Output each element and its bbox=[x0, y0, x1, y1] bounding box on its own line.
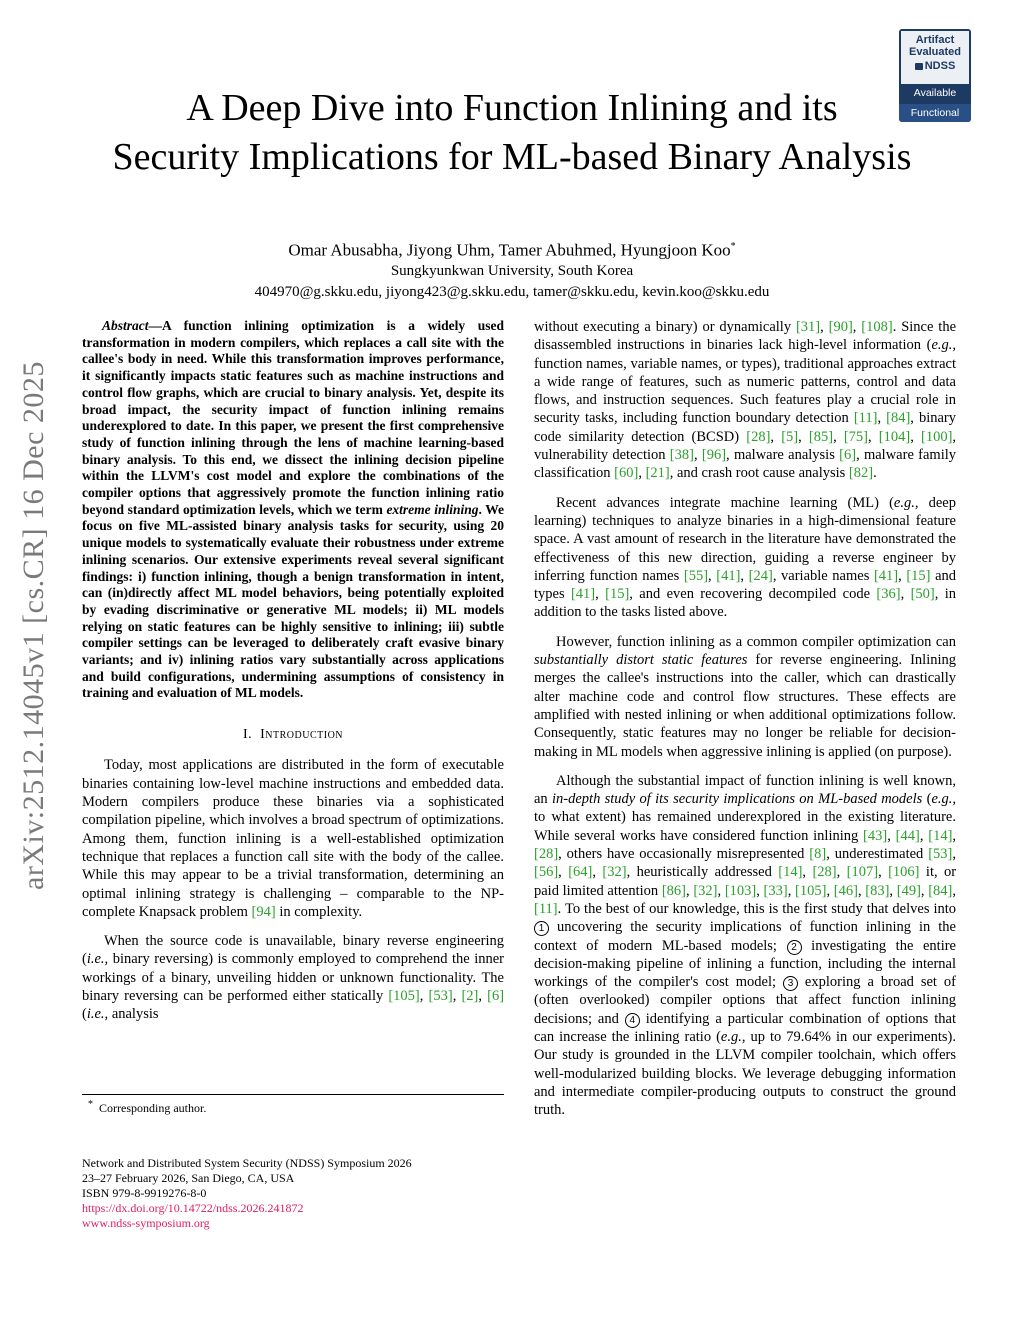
text: , in addition to the tasks listed above. bbox=[534, 586, 956, 621]
citation-link[interactable]: [90] bbox=[828, 319, 853, 335]
ndss-logo bbox=[901, 60, 969, 72]
citation-link[interactable]: [106] bbox=[888, 864, 920, 881]
citation-link[interactable]: [107] bbox=[846, 864, 879, 881]
text: , underestimated bbox=[826, 846, 929, 863]
right-paragraph-3 bbox=[534, 633, 956, 761]
citation-link[interactable]: [94] bbox=[251, 903, 276, 920]
venue-line-1: Network and Distributed System Security (NDSS) Symposium 2026 bbox=[82, 1156, 412, 1170]
citation-link[interactable]: [83] bbox=[865, 882, 890, 899]
text: , heuristically addressed bbox=[626, 864, 779, 881]
citation-link[interactable]: [96] bbox=[701, 447, 727, 464]
citation-link[interactable]: [60] bbox=[614, 465, 639, 482]
citation-link[interactable]: [82] bbox=[848, 465, 874, 482]
text: Although the substantial impact of function inlining is well known, an bbox=[534, 772, 956, 808]
text: Today, most applications are distributed in the form of executable binaries containing low-level machine instructions and embedded data. Modern compilers produce these binaries via a sophisticated compilation pipeline, which involves a broad spectrum of optimizations. Among them, function inlining is a well-established optimization technique that replaces a function call site with the body of the callee. While this may appear to be a trivial transformation, determining an optimal inlining strategy is challenging – comparable to the NP-complete Knapsack problem bbox=[82, 757, 504, 920]
citation-link[interactable]: [105] bbox=[388, 988, 420, 1005]
section-number: I. bbox=[242, 727, 253, 743]
citation-link[interactable]: [15] bbox=[906, 567, 931, 584]
website-link[interactable]: www.ndss-symposium.org bbox=[82, 1216, 210, 1230]
author-mark: * bbox=[730, 241, 736, 252]
circled-number: 1 bbox=[534, 921, 549, 936]
text: without executing a binary) or dynamically bbox=[534, 319, 796, 335]
citation-link[interactable]: [15] bbox=[605, 586, 630, 603]
text: , others have occasionally misrepresented bbox=[558, 846, 810, 863]
citation-link[interactable]: [5] bbox=[781, 428, 799, 445]
citation-link[interactable]: [28] bbox=[746, 428, 771, 445]
footnote-rule bbox=[82, 1094, 504, 1095]
text: up to 79.64% in our experiments). Our study is grounded in the LLVM compiler toolchain, which offers well-modularized building blocks. We leverage debugging information and intermediate compiler-producing outputs to construct the ground truth. bbox=[534, 1028, 956, 1119]
footnote-text: Corresponding author. bbox=[99, 1101, 207, 1115]
citation-link[interactable]: [32] bbox=[602, 864, 627, 881]
emphasis: e.g., bbox=[720, 1028, 746, 1045]
section-heading bbox=[82, 726, 504, 744]
text: identifying a particular combination of options that can increase the inlining ratio ( bbox=[534, 1010, 956, 1045]
citation-link[interactable]: [28] bbox=[534, 846, 559, 863]
citation-link[interactable]: [14] bbox=[928, 827, 953, 844]
citation-link[interactable]: [85] bbox=[808, 428, 834, 445]
citation-link[interactable]: [6] bbox=[839, 447, 857, 464]
citation-link[interactable]: [41] bbox=[716, 567, 741, 584]
circled-number: 2 bbox=[787, 940, 802, 955]
title-line-2: Security Implications for ML-based Binary Analysis bbox=[112, 136, 912, 178]
text: , and crash root cause analysis bbox=[669, 465, 849, 482]
left-column bbox=[82, 318, 504, 1035]
citation-link[interactable]: [43] bbox=[863, 827, 888, 844]
venue-line-2: 23–27 February 2026, San Diego, CA, USA bbox=[82, 1171, 295, 1185]
text: investigating the entire decision-making pipeline of inlining a function, including the internal workings of the compiler's cost model; bbox=[534, 937, 956, 991]
citation-link[interactable]: [6] bbox=[487, 988, 505, 1005]
abstract-text-1: A function inlining optimization is a widely used transformation in modern compilers, which replaces a call site with the callee's body in need. While this transformation improves performance, it significantly impacts static features such as machine instructions and control flow graphs, which are crucial to binary analysis. Yet, despite its broad impact, the security impact of function inlining remains underexplored to date. In this paper, we present the first comprehensive study of function inlining through the lens of machine learning-based binary analysis. To this end, we dissect the inlining decision pipeline within the LLVM's cost model and explore the combinations of the compiler options that aggressively promote the function inlining ratio beyond standard optimization levels, which we term bbox=[82, 318, 504, 517]
citation-link[interactable]: [103] bbox=[724, 882, 757, 899]
right-paragraph-4: Although the substantial impact of function inlining is well known, an in-depth study of its security implications on ML-based models (e.g., to what extent) has remained underexplored in the existing literature. While several works have considered function inlining [43], [44], [14], [28], others have occasionally misrepresented [8], underestimated [53], [56], [64], [32], heuristically addressed [14], [28], [107], [106] it, or paid limited attention [86], [32], [103], [33], [105], [46], [83], [49], [84], [11]. To the best of our knowledge, this is the first study that delves into 1 uncovering the security implications of function inlining in the context of modern ML-based models; 2 investigating the entire decision-making pipeline of inlining a function, including the internal workings of the compiler's cost model; 3 exploring a broad set of (often overlooked) compiler options that affect function inlining decisions; and 4 identifying a particular combination of options that can increase the inlining ratio (e.g., up to 79.64% in our experiments). Our study is grounded in the LLVM compiler toolchain, which offers well-modularized building blocks. We leverage debugging information and intermediate compiler-producing outputs to construct the ground truth. bbox=[534, 772, 957, 1119]
author-block bbox=[0, 236, 1024, 303]
badge-header bbox=[901, 31, 969, 84]
citation-link[interactable]: [8] bbox=[809, 846, 827, 863]
citation-link[interactable]: [75] bbox=[843, 428, 869, 445]
citation-link[interactable]: [84] bbox=[886, 410, 911, 427]
paper-title bbox=[0, 84, 1024, 182]
circled-number: 4 bbox=[625, 1013, 640, 1028]
footnote-mark: * bbox=[88, 1099, 93, 1110]
citation-link[interactable]: [55] bbox=[683, 567, 709, 584]
author-names bbox=[0, 236, 1024, 261]
citation-link[interactable]: [53] bbox=[428, 988, 453, 1005]
intro-paragraph-2: When the source code is unavailable, binary reverse engineering (i.e., binary reversing) is commonly employed to comprehend the inner workings of a binary, unveiling hidden or unknown functionality. The binary reversing can be performed either statically [105], [53], [2], [6] (i.e., analysis bbox=[82, 933, 505, 1023]
text: , binary code similarity detection (BCSD) bbox=[534, 410, 956, 445]
citation-link[interactable]: [53] bbox=[928, 846, 953, 863]
text: , malware analysis bbox=[726, 447, 840, 464]
abstract-emphasis: extreme inlining bbox=[386, 501, 479, 517]
citation-link[interactable]: [41] bbox=[873, 567, 899, 584]
citation-link[interactable]: [100] bbox=[921, 428, 953, 445]
emphasis: substantially distort static features bbox=[534, 652, 748, 669]
text: analysis bbox=[108, 1006, 159, 1023]
badge-available: Available bbox=[899, 84, 971, 102]
author-list: Omar Abusabha, Jiyong Uhm, Tamer Abuhmed, Hyungjoon Koo bbox=[288, 240, 731, 260]
citation-link[interactable]: [44] bbox=[895, 827, 920, 844]
abstract-dash: — bbox=[148, 318, 163, 333]
citation-link[interactable]: [32] bbox=[693, 882, 718, 899]
citation-link[interactable]: [38] bbox=[669, 447, 694, 464]
arxiv-identifier: arXiv:2512.14045v1 [cs.CR] 16 Dec 2025 bbox=[17, 361, 50, 890]
citation-link[interactable]: [50] bbox=[910, 586, 935, 603]
citation-link[interactable]: [33] bbox=[763, 882, 788, 899]
emphasis: i.e., bbox=[86, 1006, 109, 1023]
emphasis: e.g., bbox=[931, 791, 956, 808]
emphasis: e.g., bbox=[893, 494, 919, 511]
text: in complexity. bbox=[275, 903, 363, 920]
badge-functional: Functional bbox=[899, 104, 971, 122]
citation-link[interactable]: [2] bbox=[461, 988, 479, 1005]
text: it, or paid limited attention bbox=[534, 864, 957, 899]
footnote bbox=[88, 1098, 206, 1115]
intro-paragraph-1 bbox=[82, 756, 504, 921]
citation-link[interactable]: [36] bbox=[876, 586, 901, 603]
text: ( bbox=[922, 791, 932, 808]
right-column bbox=[534, 318, 956, 1130]
title-line-1: A Deep Dive into Function Inlining and its bbox=[186, 87, 838, 129]
citation-link[interactable]: [24] bbox=[748, 567, 773, 584]
citation-link[interactable]: [28] bbox=[812, 864, 837, 881]
citation-link[interactable]: [31] bbox=[795, 319, 821, 335]
text: deep learning) techniques to analyze binaries in a high-dimensional feature space. A vast amount of research in the literature have demonstrated the effectiveness of this new direction, guiding a reverse engineer by inferring function names bbox=[534, 494, 956, 584]
text: to what extent) has remained underexplored in the existing literature. While several works have considered function inlining bbox=[534, 809, 956, 844]
abstract-text-2: . We focus on five ML-assisted binary analysis tasks for security, using 20 unique models to systematically evaluate their robustness under extreme inlining scenarios. Our extensive experiments reveal several significant findings: i) function inlining, though a benign transformation in intent, can (in)directly affect ML model behaviors, being potentially exploited by evading discriminative or generative ML models; ii) ML models relying on static features can be highly sensitive to inlining; iii) subtle compiler settings can be leveraged to deliberately craft evasive binary variants; and iv) inlining ratios vary substantially across applications and build configurations, undermining assumptions of consistency in training and evaluation of ML models. bbox=[82, 501, 504, 701]
text: for reverse engineering. Inlining merges the callee's instructions into the caller, which can drastically alter machine code and control flow structures. These effects are amplified with nested inlining or when additional optimizations follow. Consequently, static features may no longer be reliable for decision-making in ML models when aggressive inlining is applied (on purpose). bbox=[534, 652, 956, 760]
citation-link[interactable]: [108] bbox=[861, 319, 893, 335]
citation-link[interactable]: [49] bbox=[896, 882, 921, 899]
text: uncovering the security implications of function inlining in the context of modern ML-based models; bbox=[534, 919, 956, 954]
text: and types bbox=[534, 567, 957, 603]
text: , variable names bbox=[772, 567, 874, 584]
text: , vulnerability detection bbox=[534, 428, 957, 464]
abstract bbox=[82, 318, 504, 702]
affiliation: Sungkyunkwan University, South Korea bbox=[390, 262, 634, 279]
text: Recent advances integrate machine learning (ML) ( bbox=[556, 494, 894, 511]
lock-icon bbox=[915, 63, 923, 70]
citation-link[interactable]: [64] bbox=[568, 864, 593, 881]
emphasis: in-depth study of its security implications on ML-based models bbox=[552, 791, 923, 808]
text: , and even recovering decompiled code bbox=[629, 586, 877, 603]
citation-link[interactable]: [105] bbox=[795, 882, 827, 899]
badge-line2: Evaluated bbox=[909, 46, 961, 58]
citation-link[interactable]: [104] bbox=[878, 428, 911, 445]
ndss-logo-text: NDSS bbox=[924, 60, 956, 72]
text: . To the best of our knowledge, this is the first study that delves into bbox=[557, 900, 956, 917]
right-paragraph-1: without executing a binary) or dynamically [31], [90], [108]. Since the disassembled instructions in binaries lack high-level information (e.g., function names, variable names, or types), traditional approaches extract a wide range of features, such as numeric patterns, control and data flows, and instruction sequences. Such features play a crucial role in security tasks, including function boundary detection [11], [84], binary code similarity detection (BCSD) [28], [5], [85], [75], [104], [100], vulnerability detection [38], [96], malware analysis [6], malware family classification [60], [21], and crash root cause analysis [82]. bbox=[534, 319, 957, 482]
venue-line-3: ISBN 979-8-9919276-8-0 bbox=[82, 1186, 207, 1200]
citation-link[interactable]: [46] bbox=[833, 882, 858, 899]
circled-number: 3 bbox=[783, 976, 798, 991]
citation-link[interactable]: [11] bbox=[534, 900, 558, 917]
emphasis: e.g., bbox=[931, 337, 956, 354]
right-paragraph-2: Recent advances integrate machine learning (ML) (e.g., deep learning) techniques to analyze binaries in a high-dimensional feature space. A vast amount of research in the literature have demonstrated the effectiveness of this new direction, guiding a reverse engineer by inferring function names [55], [41], [24], variable names [41], [15] and types [41], [15], and even recovering decompiled code [36], [50], in addition to the tasks listed above. bbox=[534, 494, 957, 621]
text: function names, variable names, or types), traditional approaches extract a wide range of features, such as numeric patterns, control and data flows, and instruction sequences. Such features play a crucial role in security tasks, including function boundary detection bbox=[534, 355, 956, 427]
citation-link[interactable]: [14] bbox=[778, 864, 803, 881]
citation-link[interactable]: [56] bbox=[534, 864, 559, 881]
citation-link[interactable]: [11] bbox=[853, 410, 878, 427]
abstract-label: Abstract bbox=[102, 318, 149, 333]
citation-link[interactable]: [21] bbox=[645, 465, 670, 482]
text: , malware family classification bbox=[534, 447, 957, 482]
citation-link[interactable]: [41] bbox=[570, 586, 596, 603]
emails: 404970@g.skku.edu, jiyong423@g.skku.edu, tamer@skku.edu, kevin.koo@skku.edu bbox=[254, 283, 770, 300]
emphasis: i.e., bbox=[86, 951, 109, 968]
text: exploring a broad set of (often overlooked) compiler options that affect function inlining decisions; and bbox=[534, 974, 956, 1027]
text: When the source code is unavailable, binary reverse engineering ( bbox=[82, 933, 504, 968]
text: . bbox=[873, 465, 877, 482]
badge-line1: Artifact bbox=[915, 34, 955, 46]
citation-link[interactable]: [86] bbox=[661, 882, 687, 899]
venue-info bbox=[82, 1156, 412, 1231]
citation-link[interactable]: [84] bbox=[928, 882, 953, 899]
text: binary reversing) is commonly employed to comprehend the inner workings of a binary, unveiling hidden or unknown functionality. The binary reversing can be performed either statically bbox=[82, 951, 504, 1005]
text: However, function inlining as a common compiler optimization can bbox=[556, 633, 956, 650]
text: . Since the disassembled instructions in binaries lack high-level information ( bbox=[534, 319, 957, 354]
doi-link[interactable]: https://dx.doi.org/10.14722/ndss.2026.241872 bbox=[82, 1201, 304, 1215]
section-title: Introduction bbox=[260, 727, 344, 743]
